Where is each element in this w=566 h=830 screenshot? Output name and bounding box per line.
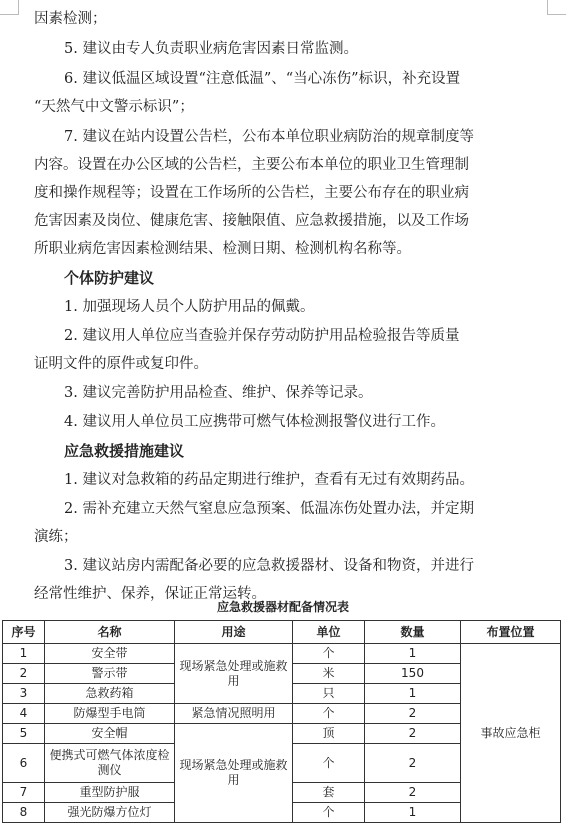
cell-location: 事故应急柜 — [461, 644, 561, 823]
recommendation-6: 6. 建议低温区域设置“注意低温”、“当心冻伤”标识，补充设置 — [64, 71, 461, 87]
cell-name: 便携式可燃气体浓度检测仪 — [45, 744, 175, 783]
cell-name: 安全帽 — [45, 724, 175, 744]
text-line: 内容。设置在办公区域的公告栏，主要公布本单位的职业卫生管理制 — [34, 157, 469, 173]
cell-no: 1 — [3, 644, 45, 664]
emergency-rescue-2: 2. 需补充建立天然气窒息应急预案、低温冻伤处置办法，并定期 — [64, 501, 474, 517]
cell-no: 4 — [3, 704, 45, 724]
personal-protection-3: 3. 建议完善防护用品检查、维护、保养等记录。 — [64, 385, 373, 401]
table-header-row — [3, 621, 561, 644]
text-line: 度和操作规程等；设置在工作场所的公告栏，主要公布存在的职业病 — [34, 185, 469, 201]
cell-unit: 个 — [293, 803, 365, 823]
cell-usage: 紧急情况照明用 — [175, 704, 293, 724]
section-heading-emergency-rescue: 应急救援措施建议 — [64, 442, 185, 460]
header-no: 序号 — [3, 621, 45, 644]
cell-name: 安全带 — [45, 644, 175, 664]
cell-quantity: 2 — [365, 724, 461, 744]
emergency-rescue-1: 1. 建议对急救箱的药品定期进行维护，查看有无过有效期药品。 — [64, 472, 474, 488]
cell-unit: 个 — [293, 644, 365, 664]
cell-no: 2 — [3, 664, 45, 684]
header-location: 布置位置 — [461, 621, 561, 644]
text-line: 危害因素及岗位、健康危害、接触限值、应急救援措施，以及工作场 — [34, 213, 469, 229]
header-unit: 单位 — [293, 621, 365, 644]
personal-protection-4: 4. 建议用人单位员工应携带可燃气体检测报警仪进行工作。 — [64, 414, 445, 430]
cell-quantity: 1 — [365, 684, 461, 704]
text-line: “天然气中文警示标识”； — [34, 99, 194, 115]
cell-quantity: 1 — [365, 803, 461, 823]
cell-name: 急救药箱 — [45, 684, 175, 704]
cell-unit: 个 — [293, 704, 365, 724]
cell-unit: 个 — [293, 744, 365, 783]
cell-quantity: 1 — [365, 644, 461, 664]
text-line: 所职业病危害因素检测结果、检测日期、检测机构名称等。 — [34, 241, 411, 257]
cell-no: 3 — [3, 684, 45, 704]
text-line: 因素检测； — [34, 11, 107, 27]
text-line: 证明文件的原件或复印件。 — [34, 356, 208, 372]
cell-quantity: 150 — [365, 664, 461, 684]
section-heading-personal-protection: 个体防护建议 — [64, 269, 155, 287]
cell-quantity: 2 — [365, 704, 461, 724]
cell-no: 8 — [3, 803, 45, 823]
cell-usage: 现场紧急处理或施救用 — [175, 724, 293, 823]
recommendation-7: 7. 建议在站内设置公告栏，公布本单位职业病防治的规章制度等 — [64, 129, 474, 145]
cell-name: 重型防护服 — [45, 783, 175, 803]
text-line: 演练； — [34, 529, 78, 545]
table-caption: 应急救援器材配备情况表 — [216, 600, 349, 614]
header-quantity: 数量 — [365, 621, 461, 644]
cell-no: 6 — [3, 744, 45, 783]
cell-unit: 米 — [293, 664, 365, 684]
emergency-rescue-3: 3. 建议站房内需配备必要的应急救援器材、设备和物资，并进行 — [64, 558, 474, 574]
cell-unit: 套 — [293, 783, 365, 803]
cell-no: 7 — [3, 783, 45, 803]
page-corner-mark-left — [0, 0, 19, 15]
cell-unit: 只 — [293, 684, 365, 704]
recommendation-5: 5. 建议由专人负责职业病危害因素日常监测。 — [64, 41, 358, 57]
emergency-equipment-table — [2, 620, 561, 823]
text-line: 经常性维护、保养，保证正常运转。 — [34, 586, 266, 602]
cell-name: 警示带 — [45, 664, 175, 684]
header-name: 名称 — [45, 621, 175, 644]
table-row — [3, 644, 561, 664]
cell-quantity: 2 — [365, 744, 461, 783]
personal-protection-1: 1. 加强现场人员个人防护用品的佩戴。 — [64, 299, 315, 315]
cell-name: 防爆型手电筒 — [45, 704, 175, 724]
cell-unit: 顶 — [293, 724, 365, 744]
cell-usage: 现场紧急处理或施救用 — [175, 644, 293, 704]
cell-quantity: 2 — [365, 783, 461, 803]
cell-name: 强光防爆方位灯 — [45, 803, 175, 823]
personal-protection-2: 2. 建议用人单位应当查验并保存劳动防护用品检验报告等质量 — [64, 328, 460, 344]
cell-no: 5 — [3, 724, 45, 744]
header-usage: 用途 — [175, 621, 293, 644]
